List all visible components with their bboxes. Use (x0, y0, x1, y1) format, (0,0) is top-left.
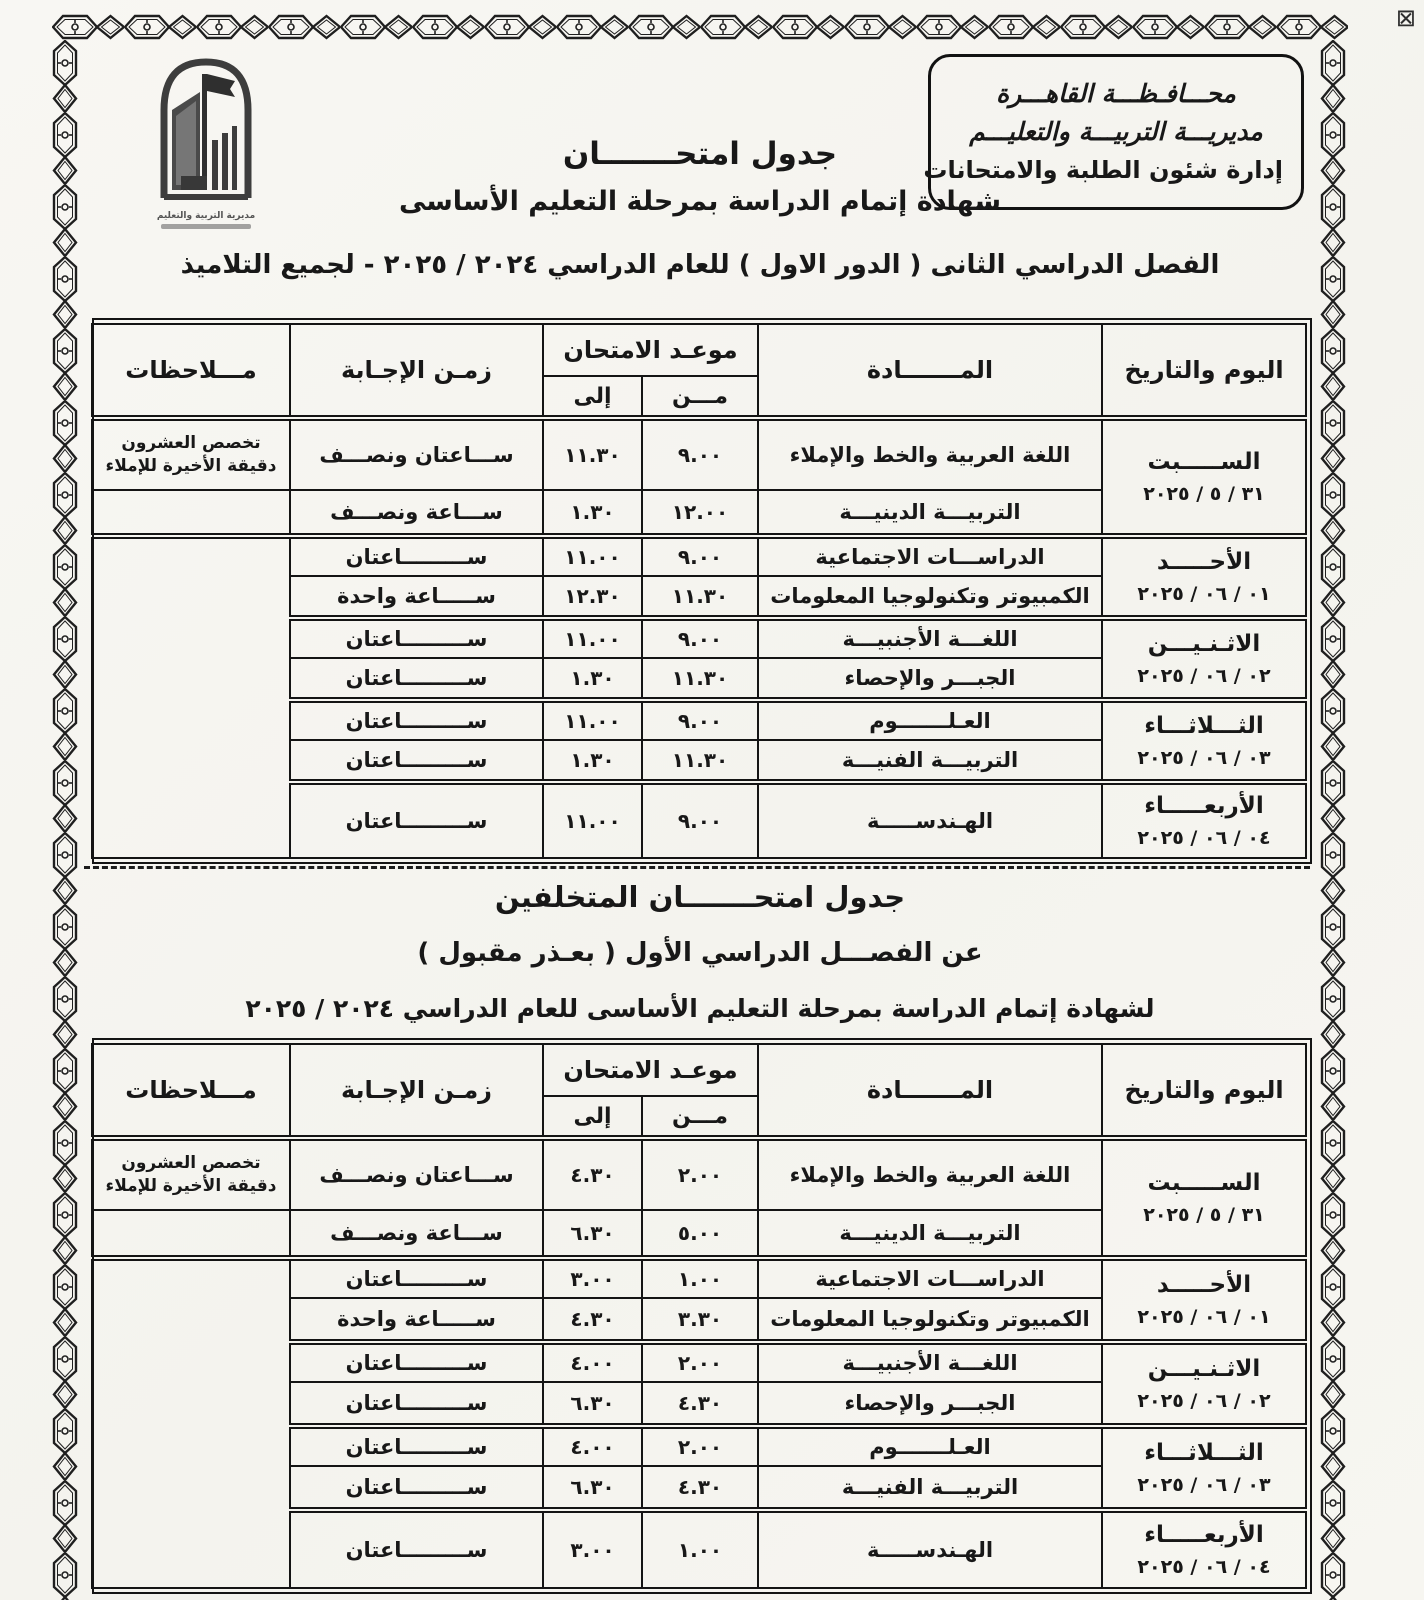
table-row (92, 418, 1306, 490)
day-date: ٠٢ / ٠٦ / ٢٠٢٥ (1137, 665, 1271, 687)
logo-caption-smudge (161, 224, 251, 229)
cell-from: ١٢.٠٠ (642, 490, 758, 536)
cell-duration: ســـاعة ونصـــف (290, 1210, 543, 1258)
cell-from: ٩.٠٠ (642, 700, 758, 740)
day-name: الاثـنـيـــن (1147, 1356, 1261, 1382)
table-row (92, 1258, 1306, 1298)
day-date: ٣١ / ٥ / ٢٠٢٥ (1143, 1204, 1265, 1226)
col-header-to: إلى (543, 376, 642, 418)
cell-subject: الجبـــر والإحصاء (758, 1382, 1102, 1426)
cell-subject: التربيـــة الفنيـــة (758, 740, 1102, 782)
cell-duration: ســـاعتان ونصـــف (290, 418, 543, 490)
cell-day-date (1102, 1342, 1306, 1426)
chain-border-top (52, 12, 1348, 42)
exam-table-1-frame (92, 318, 1312, 864)
col-header-from: مـــن (642, 376, 758, 418)
cell-subject: اللغة العربية والخط والإملاء (758, 418, 1102, 490)
cell-to: ٣.٠٠ (543, 1510, 642, 1588)
col-header-exam-time: موعـد الامتحان (543, 1044, 758, 1096)
cell-from: ٤.٣٠ (642, 1466, 758, 1510)
section1-title: جدول امتحـــــــان (562, 136, 838, 172)
cell-note-empty (92, 1258, 290, 1588)
day-name: الأربعـــــاء (1144, 1522, 1264, 1548)
col-header-day-date: اليوم والتاريخ (1102, 1044, 1306, 1138)
cell-day-date (1102, 1510, 1306, 1588)
col-header-exam-time: موعـد الامتحان (543, 324, 758, 376)
cell-to: ١١.٠٠ (543, 782, 642, 858)
cell-duration: ســـــــــاعتان (290, 536, 543, 576)
cell-to: ١١.٠٠ (543, 536, 642, 576)
cell-subject: اللغة العربية والخط والإملاء (758, 1138, 1102, 1210)
exam-table-1 (91, 323, 1307, 859)
chain-border-left (50, 40, 80, 1600)
cell-subject: اللغـــة الأجنبيـــة (758, 618, 1102, 658)
col-header-to: إلى (543, 1096, 642, 1138)
col-header-duration: زمـن الإجـابة (290, 324, 543, 418)
cell-subject: الدراســـات الاجتماعية (758, 536, 1102, 576)
cell-day-date (1102, 1258, 1306, 1342)
cell-duration: ســـــــــاعتان (290, 1258, 543, 1298)
cell-to: ١٢.٣٠ (543, 576, 642, 618)
day-date: ٠٤ / ٠٦ / ٢٠٢٥ (1137, 827, 1271, 849)
cell-note-empty (92, 490, 290, 536)
cell-subject: اللغـــة الأجنبيـــة (758, 1342, 1102, 1382)
col-header-notes: مـــلاحظات (92, 324, 290, 418)
cell-duration: ســـــاعة واحدة (290, 1298, 543, 1342)
cell-from: ٩.٠٠ (642, 418, 758, 490)
day-name: الأحـــــد (1156, 1272, 1252, 1298)
cell-to: ٤.٠٠ (543, 1426, 642, 1466)
cell-from: ٩.٠٠ (642, 618, 758, 658)
cell-to: ١.٣٠ (543, 658, 642, 700)
cell-duration: ســـــــــاعتان (290, 782, 543, 858)
scan-corner-mark-icon: ⊠ (1395, 4, 1416, 32)
cell-to: ١١.٣٠ (543, 418, 642, 490)
day-name: الأحـــــد (1156, 549, 1252, 575)
col-header-subject: المـــــــادة (758, 1044, 1102, 1138)
cell-subject: التربيـــة الدينيـــة (758, 1210, 1102, 1258)
cell-duration: ســـــــــاعتان (290, 1342, 543, 1382)
section1-subtitle: شهادة إتمام الدراسة بمرحلة التعليم الأساسى (398, 186, 1002, 217)
day-date: ٠٢ / ٠٦ / ٢٠٢٥ (1137, 1390, 1271, 1412)
exam-table-2-frame (92, 1038, 1312, 1594)
table-row (92, 1138, 1306, 1210)
cell-duration: ســـــــــاعتان (290, 1510, 543, 1588)
col-header-subject: المـــــــادة (758, 324, 1102, 418)
cell-subject: الجبـــر والإحصاء (758, 658, 1102, 700)
table-row (92, 536, 1306, 576)
day-date: ٣١ / ٥ / ٢٠٢٥ (1143, 483, 1265, 505)
section2-title: جدول امتحـــــــان المتخلفين (494, 880, 906, 914)
day-name: الســـــبت (1147, 449, 1261, 475)
cell-from: ١.٠٠ (642, 1510, 758, 1588)
cell-from: ١١.٣٠ (642, 740, 758, 782)
cell-to: ٤.٣٠ (543, 1298, 642, 1342)
cell-from: ٩.٠٠ (642, 536, 758, 576)
cell-duration: ســـــــــاعتان (290, 700, 543, 740)
cell-subject: التربيـــة الدينيـــة (758, 490, 1102, 536)
cell-to: ٤.٣٠ (543, 1138, 642, 1210)
cell-from: ١١.٣٠ (642, 658, 758, 700)
cell-duration: ســـــــــاعتان (290, 1466, 543, 1510)
cell-day-date (1102, 1426, 1306, 1510)
cell-to: ١١.٠٠ (543, 700, 642, 740)
cell-day-date (1102, 536, 1306, 618)
cell-day-date (1102, 1138, 1306, 1258)
day-date: ٠٣ / ٠٦ / ٢٠٢٥ (1137, 1474, 1271, 1496)
cell-subject: الكمبيوتر وتكنولوجيا المعلومات (758, 576, 1102, 618)
cell-duration: ســـــاعة واحدة (290, 576, 543, 618)
logo-caption: مديرية التربية والتعليم (156, 211, 256, 221)
cell-subject: العـلـــــــوم (758, 700, 1102, 740)
letterhead-line-department: إدارة شئون الطلبة والامتحانات (923, 156, 1283, 185)
cell-subject: العـلـــــــوم (758, 1426, 1102, 1466)
cell-duration: ســـــــــاعتان (290, 658, 543, 700)
col-header-day-date: اليوم والتاريخ (1102, 324, 1306, 418)
cell-from: ٥.٠٠ (642, 1210, 758, 1258)
cell-from: ١.٠٠ (642, 1258, 758, 1298)
cell-duration: ســـــــــاعتان (290, 1382, 543, 1426)
col-header-notes: مـــلاحظات (92, 1044, 290, 1138)
cell-note-empty (92, 536, 290, 858)
day-date: ٠١ / ٠٦ / ٢٠٢٥ (1137, 583, 1271, 605)
cell-to: ١.٣٠ (543, 490, 642, 536)
cell-subject: الدراســـات الاجتماعية (758, 1258, 1102, 1298)
exam-table-2 (91, 1043, 1307, 1589)
cell-to: ١١.٠٠ (543, 618, 642, 658)
dashed-separator (84, 866, 1310, 869)
cell-duration: ســـاعة ونصـــف (290, 490, 543, 536)
cell-day-date (1102, 418, 1306, 536)
cell-from: ٤.٣٠ (642, 1382, 758, 1426)
cell-duration: ســـــــــاعتان (290, 740, 543, 782)
cell-to: ٦.٣٠ (543, 1466, 642, 1510)
cell-subject: التربيـــة الفنيـــة (758, 1466, 1102, 1510)
cell-from: ٢.٠٠ (642, 1426, 758, 1466)
cell-subject: الهـندســـــة (758, 1510, 1102, 1588)
cell-note: تخصص العشرون دقيقة الأخيرة للإملاء (92, 1138, 290, 1210)
chain-border-right (1318, 40, 1348, 1600)
section2-subtitle: عن الفصـــل الدراسي الأول ( بعـذر مقبول ) (417, 938, 983, 968)
cell-from: ١١.٣٠ (642, 576, 758, 618)
cell-to: ٣.٠٠ (543, 1258, 642, 1298)
col-header-duration: زمـن الإجـابة (290, 1044, 543, 1138)
day-date: ٠٤ / ٠٦ / ٢٠٢٥ (1137, 1556, 1271, 1578)
day-name: الاثـنـيـــن (1147, 631, 1261, 657)
cell-from: ٣.٣٠ (642, 1298, 758, 1342)
cell-from: ٢.٠٠ (642, 1342, 758, 1382)
cell-note: تخصص العشرون دقيقة الأخيرة للإملاء (92, 418, 290, 490)
cell-subject: الهـندســـــة (758, 782, 1102, 858)
cell-to: ٤.٠٠ (543, 1342, 642, 1382)
section1-term-line: الفصل الدراسي الثانى ( الدور الاول ) للعام الدراسي ٢٠٢٤ / ٢٠٢٥ - لجميع التلاميذ (180, 250, 1220, 280)
cell-day-date (1102, 700, 1306, 782)
section2-term-line: لشهادة إتمام الدراسة بمرحلة التعليم الأساسى للعام الدراسي ٢٠٢٤ / ٢٠٢٥ (245, 994, 1155, 1023)
cairo-education-logo-icon (145, 48, 267, 208)
letterhead-line-governorate: محـــافـظـــة القاهـــرة (996, 78, 1236, 108)
day-name: الســـــبت (1147, 1170, 1261, 1196)
cell-from: ٩.٠٠ (642, 782, 758, 858)
cell-to: ١.٣٠ (543, 740, 642, 782)
table-header-row (92, 324, 1306, 376)
table-header-row (92, 1044, 1306, 1096)
cell-duration: ســـــــــاعتان (290, 618, 543, 658)
cell-note-empty (92, 1210, 290, 1258)
cell-day-date (1102, 618, 1306, 700)
cell-to: ٦.٣٠ (543, 1210, 642, 1258)
cell-from: ٢.٠٠ (642, 1138, 758, 1210)
letterhead-line-directorate: مديريـــة التربيـــة والتعليـــم (969, 117, 1263, 147)
cell-to: ٦.٣٠ (543, 1382, 642, 1426)
col-header-from: مـــن (642, 1096, 758, 1138)
day-name: الأربعـــــاء (1144, 793, 1264, 819)
day-date: ٠١ / ٠٦ / ٢٠٢٥ (1137, 1306, 1271, 1328)
cell-duration: ســـاعتان ونصـــف (290, 1138, 543, 1210)
cell-subject: الكمبيوتر وتكنولوجيا المعلومات (758, 1298, 1102, 1342)
day-name: الثـــلاثـــاء (1144, 1440, 1264, 1466)
cell-day-date (1102, 782, 1306, 858)
cell-duration: ســـــــــاعتان (290, 1426, 543, 1466)
day-name: الثـــلاثـــاء (1144, 713, 1264, 739)
day-date: ٠٣ / ٠٦ / ٢٠٢٥ (1137, 747, 1271, 769)
